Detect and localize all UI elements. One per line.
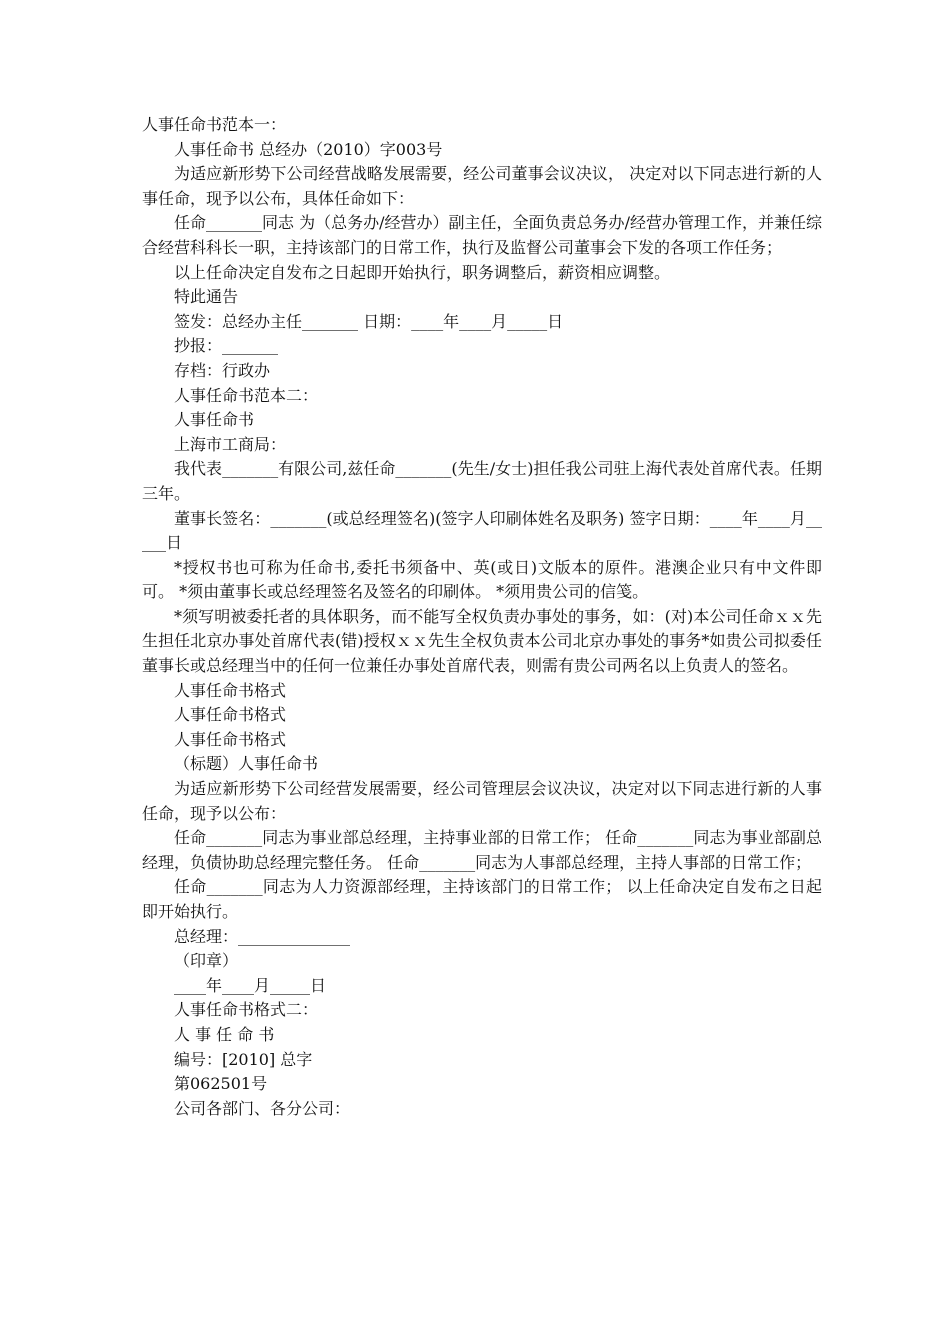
- appointment-paragraph: 我代表_______有限公司,兹任命_______(先生/女士)担任我公司驻上海代表处首席代表。任期三年。: [142, 459, 822, 503]
- effective-paragraph: 以上任命决定自发布之日起即开始执行，职务调整后，薪资相应调整。: [174, 262, 671, 282]
- format-2-heading: 人事任命书格式二：: [174, 1000, 319, 1020]
- cc-line: 抄报：_______: [174, 336, 279, 356]
- date-line: ____年____月_____日: [174, 975, 327, 995]
- section-heading-sample-1: 人事任命书范本一：: [142, 115, 287, 134]
- document-title-line: 人事任命书 总经办（2010）字003号: [174, 139, 443, 159]
- spaced-title: 人 事 任 命 书: [174, 1024, 275, 1044]
- notice-line: 特此通告: [174, 287, 239, 307]
- recipient-line: 公司各部门、各分公司：: [174, 1098, 351, 1118]
- serial-number-line: 第062501号: [174, 1074, 268, 1094]
- format-heading: 人事任命书格式: [174, 705, 287, 725]
- signature-line: 董事长签名：_______(或总经理签名)(签字人印刷体姓名及职务) 签字日期：____年____月_____日: [142, 508, 822, 553]
- note-paragraph: *须写明被委托者的具体职务，而不能写全权负责办事处的事务，如：(对)本公司任命ｘｘ先生担任北京办事处首席代表(错)授权ｘｘ先生全权负责本公司北京办事处的事务*如贵公司拟委任董事长或总经理当中的任何一位兼任办事处首席代表，则需有贵公司两名以上负责人的签名。: [142, 606, 822, 676]
- appointment-paragraph: 任命_______同志 为（总务办/经营办）副主任，全面负责总务办/经营办管理工作，并兼任综合经营科科长一职，主持该部门的日常工作，执行及监督公司董事会下发的各项工作任务；: [142, 213, 822, 257]
- appointment-paragraph: 任命_______同志为人力资源部经理，主持该部门的日常工作； 以上任命决定自发布之日起即开始执行。: [142, 877, 822, 921]
- general-manager-line: 总经理：______________: [174, 926, 351, 946]
- document-title: 人事任命书: [174, 410, 255, 430]
- seal-line: （印章）: [174, 951, 239, 971]
- intro-paragraph: 为适应新形势下公司经营战略发展需要，经公司董事会议决议， 决定对以下同志进行新的人事任命，现予以公布，具体任命如下：: [142, 164, 822, 208]
- appointment-paragraph: 任命_______同志为事业部总经理，主持事业部的日常工作； 任命_______同志为事业部副总经理，负债协助总经理完整任务。 任命_______同志为人事部总经理，主持人事部的日常工作；: [142, 828, 822, 872]
- format-heading: 人事任命书格式: [174, 729, 287, 749]
- archive-line: 存档：行政办: [174, 360, 271, 380]
- title-placeholder-line: （标题）人事任命书: [174, 754, 319, 774]
- document-body: [142, 113, 822, 1121]
- note-paragraph: *授权书也可称为任命书,委托书须备中、英(或日)文版本的原件。港澳企业只有中文件即可。 *须由董事长或总经理签名及签名的印刷体。 *须用贵公司的信笺。: [142, 557, 822, 602]
- intro-paragraph: 为适应新形势下公司经营发展需要，经公司管理层会议决议，决定对以下同志进行新的人事任命，现予以公布：: [142, 779, 822, 823]
- signoff-line: 签发：总经办主任_______ 日期：____年____月_____日: [174, 311, 564, 331]
- section-heading-sample-2: 人事任命书范本二：: [174, 385, 319, 405]
- recipient-line: 上海市工商局：: [174, 434, 287, 454]
- number-line: 编号：[2010] 总字: [174, 1049, 313, 1069]
- format-heading: 人事任命书格式: [174, 680, 287, 700]
